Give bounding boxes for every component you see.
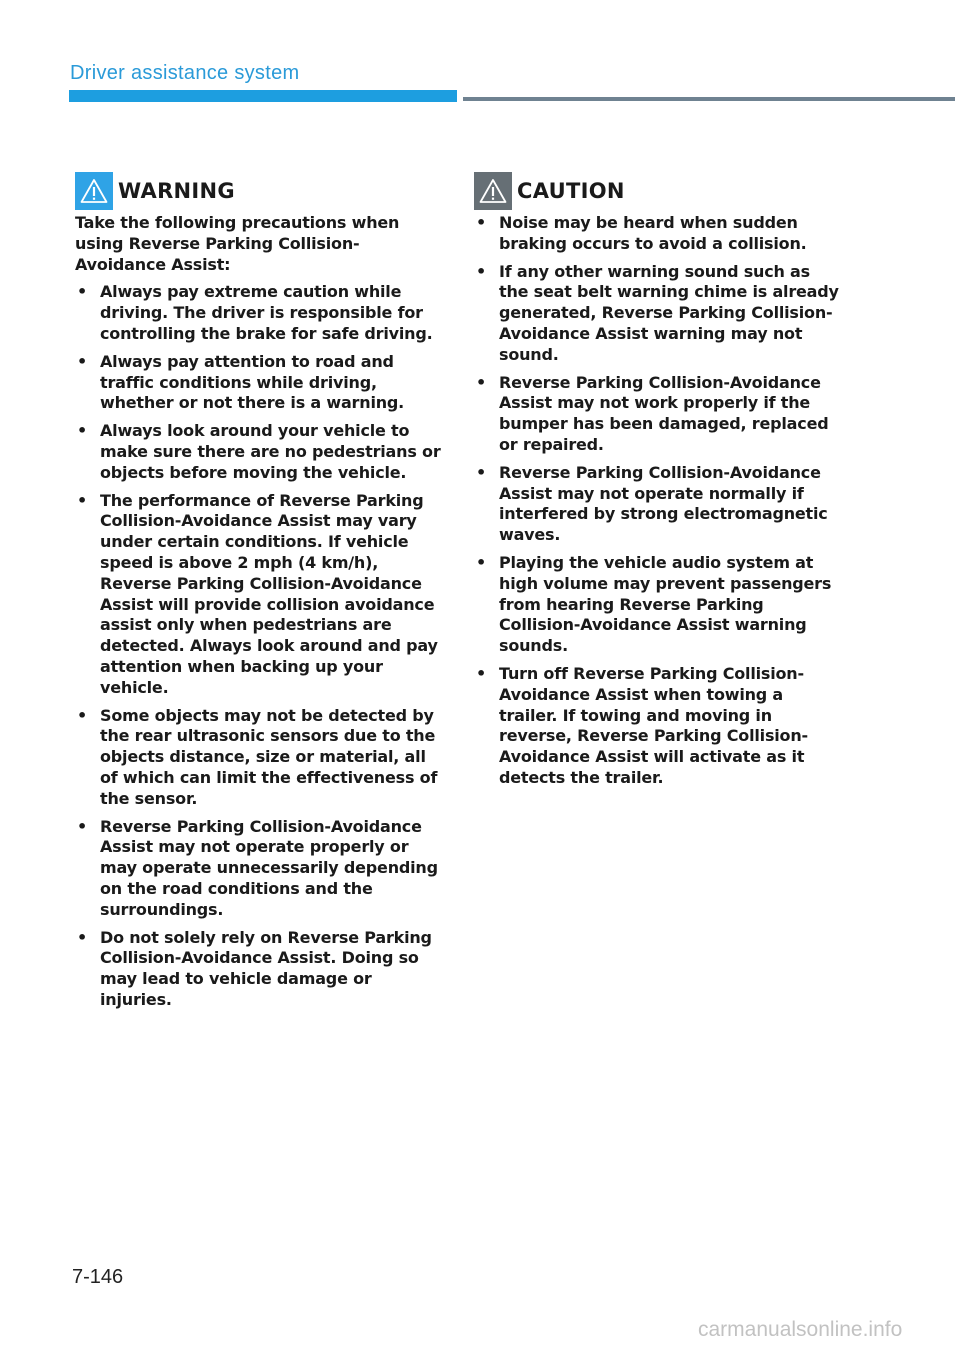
section-title: Driver assistance system <box>70 62 300 84</box>
list-item <box>474 213 844 255</box>
bullet: • <box>77 282 88 302</box>
watermark: carmanualsonline.info <box>698 1318 903 1341</box>
caution-title: CAUTION <box>517 179 625 203</box>
list-item-text: If any other warning sound such as the seat belt warning chime is already generated, Reverse Parking Collision-Avoidance Assist warning may not sound. <box>499 261 839 364</box>
list-item-text: Do not solely rely on Reverse Parking Collision-Avoidance Assist. Doing so may lead to vehicle damage or injuries. <box>100 927 432 1009</box>
caution-triangle-icon <box>474 172 512 210</box>
header-rule-accent <box>69 90 457 102</box>
warning-heading <box>75 172 445 210</box>
list-item <box>75 706 445 810</box>
bullet: • <box>77 927 88 947</box>
bullet: • <box>77 816 88 836</box>
list-item <box>474 262 844 366</box>
caution-list <box>474 213 844 789</box>
warning-list <box>75 282 445 1010</box>
bullet: • <box>476 462 487 482</box>
list-item <box>75 491 445 699</box>
bullet: • <box>476 552 487 572</box>
caution-heading <box>474 172 844 210</box>
warning-title: WARNING <box>118 179 235 203</box>
bullet: • <box>77 351 88 371</box>
bullet: • <box>476 213 487 232</box>
list-item-text: Always pay attention to road and traffic conditions while driving, whether or not there is a warning. <box>100 351 405 413</box>
warning-triangle-icon <box>75 172 113 210</box>
list-item-text: Reverse Parking Collision-Avoidance Assist may not operate normally if interfered by strong electromagnetic waves. <box>499 462 828 545</box>
list-item <box>75 421 445 483</box>
list-item <box>474 664 844 789</box>
list-item-text: Turn off Reverse Parking Collision-Avoidance Assist when towing a trailer. If towing and moving in reverse, Reverse Parking Collision-Avoidance Assist will activate as it detects the trailer. <box>499 663 808 787</box>
list-item-text: Noise may be heard when sudden braking occurs to avoid a collision. <box>499 213 807 253</box>
list-item <box>75 817 445 921</box>
list-item-text: Some objects may not be detected by the rear ultrasonic sensors due to the objects distance, size or material, all of which can limit the effectiveness of the sensor. <box>100 705 438 808</box>
caution-callout <box>474 172 844 796</box>
bullet: • <box>476 663 487 683</box>
header-rule-gray <box>463 97 955 101</box>
bullet: • <box>476 261 487 281</box>
warning-intro: Take the following precautions when using Reverse Parking Collision-Avoidance Assist: <box>75 213 400 274</box>
list-item-text: The performance of Reverse Parking Collision-Avoidance Assist may vary under certain conditions. If vehicle speed is above 2 mph (4 km/h), Reverse Parking Collision-Avoidance Assist will provide collision avoidance assist only when pedestrians are detected. Always look around and pay attention when backing up your vehicle. <box>100 490 438 697</box>
list-item <box>75 928 445 1011</box>
bullet: • <box>77 421 88 441</box>
list-item-text: Reverse Parking Collision-Avoidance Assist may not work properly if the bumper has been damaged, replaced or repaired. <box>499 372 829 454</box>
list-item <box>75 282 445 344</box>
list-item-text: Reverse Parking Collision-Avoidance Assist may not operate properly or may operate unnecessarily depending on the road conditions and the surroundings. <box>100 816 438 919</box>
bullet: • <box>77 490 88 510</box>
list-item <box>75 352 445 414</box>
bullet: • <box>476 372 487 392</box>
list-item-text: Playing the vehicle audio system at high volume may prevent passengers from hearing Reverse Parking Collision-Avoidance Assist warning sounds. <box>499 552 832 656</box>
list-item <box>474 463 844 546</box>
bullet: • <box>77 705 88 725</box>
page-number: 7-146 <box>72 1266 124 1288</box>
list-item-text: Always pay extreme caution while driving. The driver is responsible for controlling the brake for safe driving. <box>100 282 433 343</box>
list-item-text: Always look around your vehicle to make sure there are no pedestrians or objects before moving the vehicle. <box>100 421 441 482</box>
list-item <box>474 553 844 657</box>
list-item <box>474 373 844 456</box>
warning-callout <box>75 172 445 1018</box>
